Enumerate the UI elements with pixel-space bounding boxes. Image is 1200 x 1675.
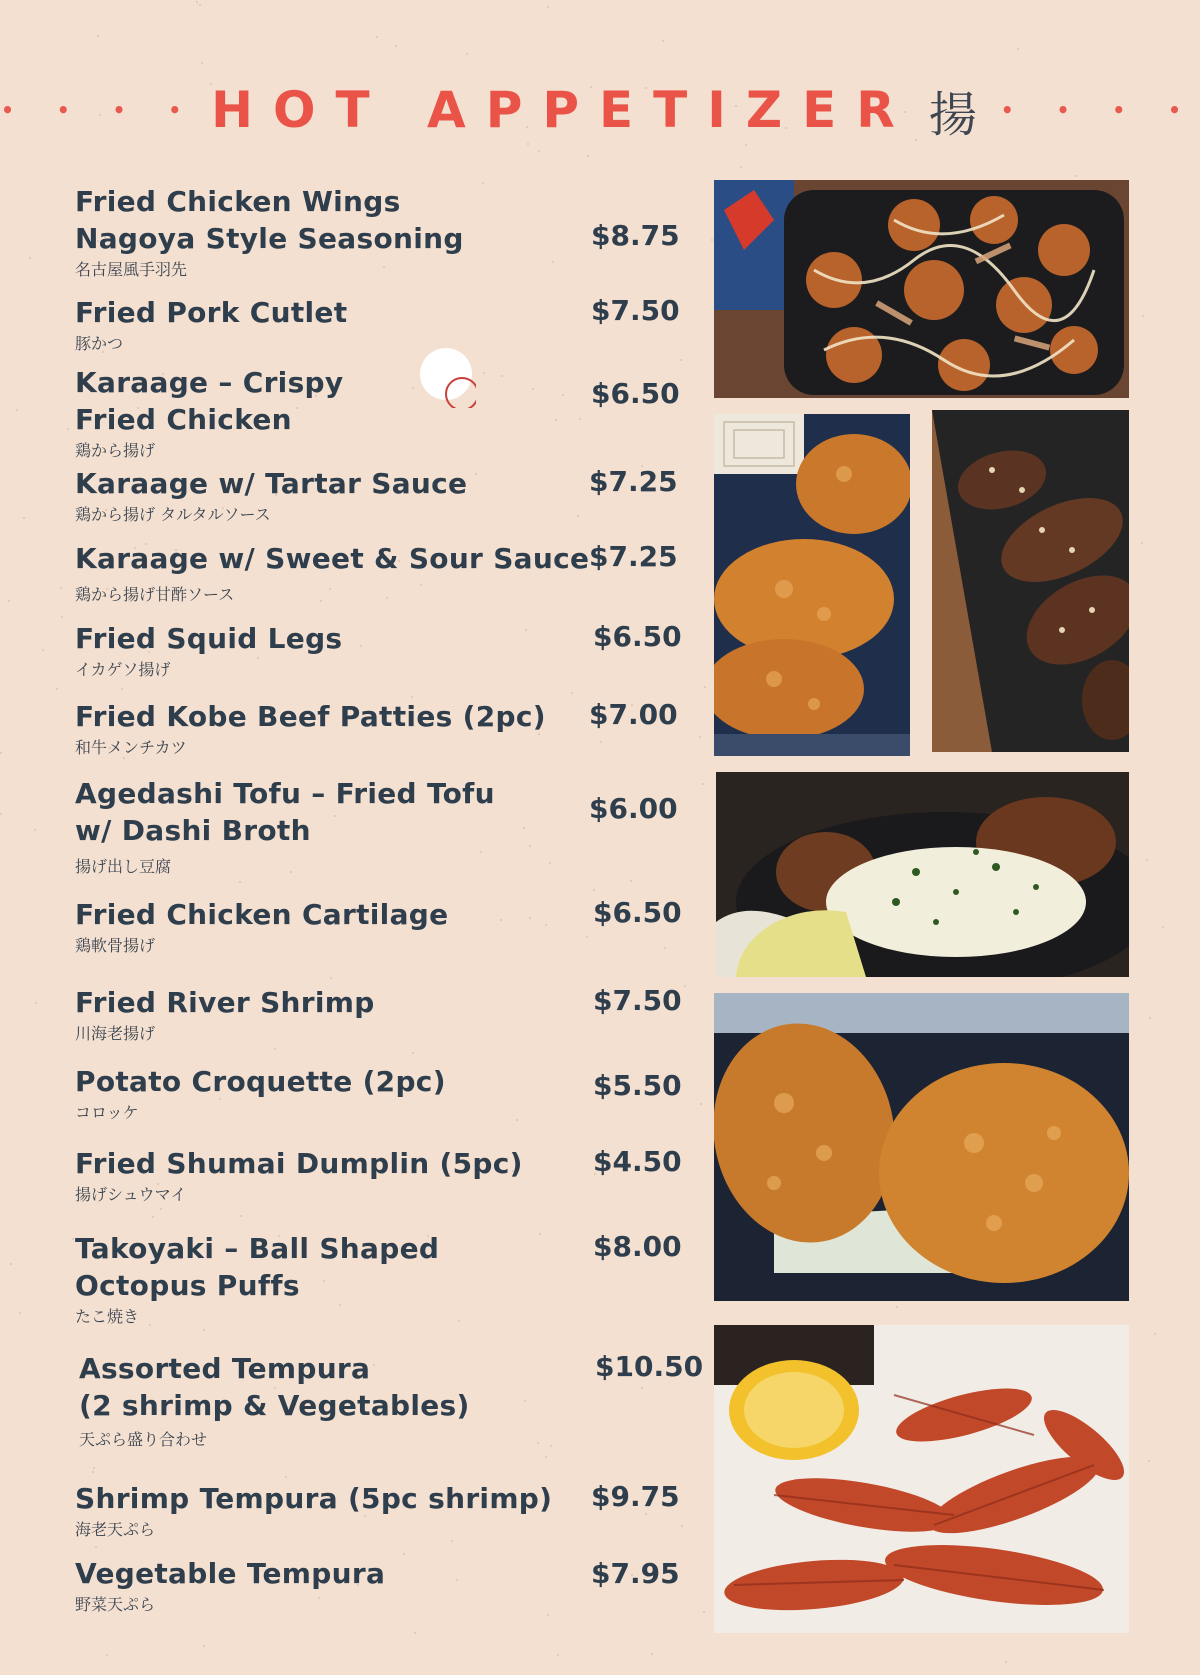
section-kanji: 揚 bbox=[928, 86, 977, 143]
menu-item bbox=[75, 1555, 695, 1615]
item-price: $6.50 bbox=[593, 620, 682, 653]
item-name: Agedashi Tofu – Fried Tofu w/ Dashi Broth bbox=[75, 777, 495, 847]
takoyaki-photo bbox=[714, 180, 1129, 398]
item-price: $7.95 bbox=[591, 1557, 680, 1590]
item-name: Karaage – Crispy Fried Chicken bbox=[75, 366, 344, 436]
item-japanese-name: 天ぷら盛り合わせ bbox=[79, 1430, 208, 1449]
header-dots-right: • • • • bbox=[1000, 98, 1199, 122]
item-japanese-name: 鶏から揚げ甘酢ソース bbox=[75, 585, 235, 604]
menu-header bbox=[0, 70, 1200, 150]
karaage-tartar-photo bbox=[716, 772, 1129, 977]
item-name: Fried Pork Cutlet bbox=[75, 296, 348, 329]
item-price: $9.75 bbox=[591, 1480, 680, 1513]
menu-item bbox=[75, 294, 695, 354]
item-price: $7.50 bbox=[593, 984, 682, 1017]
item-japanese-name: コロッケ bbox=[75, 1103, 139, 1122]
header-dots-left: • • • • bbox=[1, 98, 200, 122]
item-name: Fried Squid Legs bbox=[75, 622, 343, 655]
menu-item bbox=[75, 620, 695, 680]
menu-item bbox=[75, 1230, 695, 1327]
item-japanese-name: たこ焼き bbox=[75, 1307, 140, 1326]
item-japanese-name: 和牛メンチカツ bbox=[75, 738, 187, 757]
item-japanese-name: 鶏軟骨揚げ bbox=[75, 936, 156, 955]
pork-cutlet-photo bbox=[714, 414, 910, 756]
item-price: $6.00 bbox=[589, 792, 678, 825]
item-japanese-name: 揚げ出し豆腐 bbox=[75, 857, 172, 876]
menu-item bbox=[75, 364, 695, 461]
menu-item bbox=[75, 1480, 695, 1540]
chicken-wings-photo bbox=[932, 410, 1129, 752]
item-price: $7.25 bbox=[589, 465, 678, 498]
item-japanese-name: 川海老揚げ bbox=[75, 1024, 156, 1043]
item-name: Fried Chicken Cartilage bbox=[75, 898, 449, 931]
item-name: Shrimp Tempura (5pc shrimp) bbox=[75, 1482, 553, 1515]
menu-item bbox=[75, 465, 695, 525]
menu-item bbox=[75, 896, 695, 956]
menu-item bbox=[75, 183, 695, 280]
item-japanese-name: 鶏から揚げ タルタルソース bbox=[75, 505, 271, 524]
item-price: $8.75 bbox=[591, 219, 680, 252]
item-price: $6.50 bbox=[591, 377, 680, 410]
menu-item bbox=[75, 984, 695, 1044]
menu-item bbox=[75, 540, 695, 605]
menu-item bbox=[75, 698, 695, 758]
potato-croquette-photo bbox=[714, 993, 1129, 1301]
menu-item bbox=[75, 1063, 695, 1123]
item-price: $7.25 bbox=[589, 540, 678, 573]
item-price: $5.50 bbox=[593, 1069, 682, 1102]
item-price: $7.00 bbox=[589, 698, 678, 731]
menu-item bbox=[75, 1145, 695, 1205]
section-title: HOT APPETIZER bbox=[211, 81, 915, 139]
item-name: Karaage w/ Tartar Sauce bbox=[75, 467, 468, 500]
menu-item bbox=[79, 1350, 704, 1450]
item-japanese-name: 豚かつ bbox=[75, 334, 124, 353]
item-japanese-name: 揚げシュウマイ bbox=[75, 1185, 187, 1204]
item-name: Fried Chicken Wings Nagoya Style Seasoning bbox=[75, 185, 464, 255]
fried-shrimp-photo bbox=[714, 1325, 1129, 1633]
item-japanese-name: 名古屋風手羽先 bbox=[75, 260, 188, 279]
item-japanese-name: 野菜天ぷら bbox=[75, 1595, 156, 1614]
item-price: $7.50 bbox=[591, 294, 680, 327]
menu-item bbox=[75, 775, 695, 877]
item-name: Fried River Shrimp bbox=[75, 986, 375, 1019]
item-name: Karaage w/ Sweet & Sour Sauce bbox=[75, 542, 590, 575]
item-name: Potato Croquette (2pc) bbox=[75, 1065, 446, 1098]
item-japanese-name: 鶏から揚げ bbox=[75, 441, 156, 460]
item-name: Vegetable Tempura bbox=[75, 1557, 386, 1590]
item-name: Fried Shumai Dumplin (5pc) bbox=[75, 1147, 523, 1180]
item-price: $10.50 bbox=[595, 1350, 704, 1383]
item-price: $6.50 bbox=[593, 896, 682, 929]
item-name: Takoyaki – Ball Shaped Octopus Puffs bbox=[75, 1232, 440, 1302]
item-name: Assorted Tempura (2 shrimp & Vegetables) bbox=[79, 1352, 470, 1422]
item-japanese-name: 海老天ぷら bbox=[75, 1520, 156, 1539]
item-price: $4.50 bbox=[593, 1145, 682, 1178]
item-price: $8.00 bbox=[593, 1230, 682, 1263]
item-name: Fried Kobe Beef Patties (2pc) bbox=[75, 700, 546, 733]
item-japanese-name: イカゲソ揚げ bbox=[75, 660, 171, 679]
